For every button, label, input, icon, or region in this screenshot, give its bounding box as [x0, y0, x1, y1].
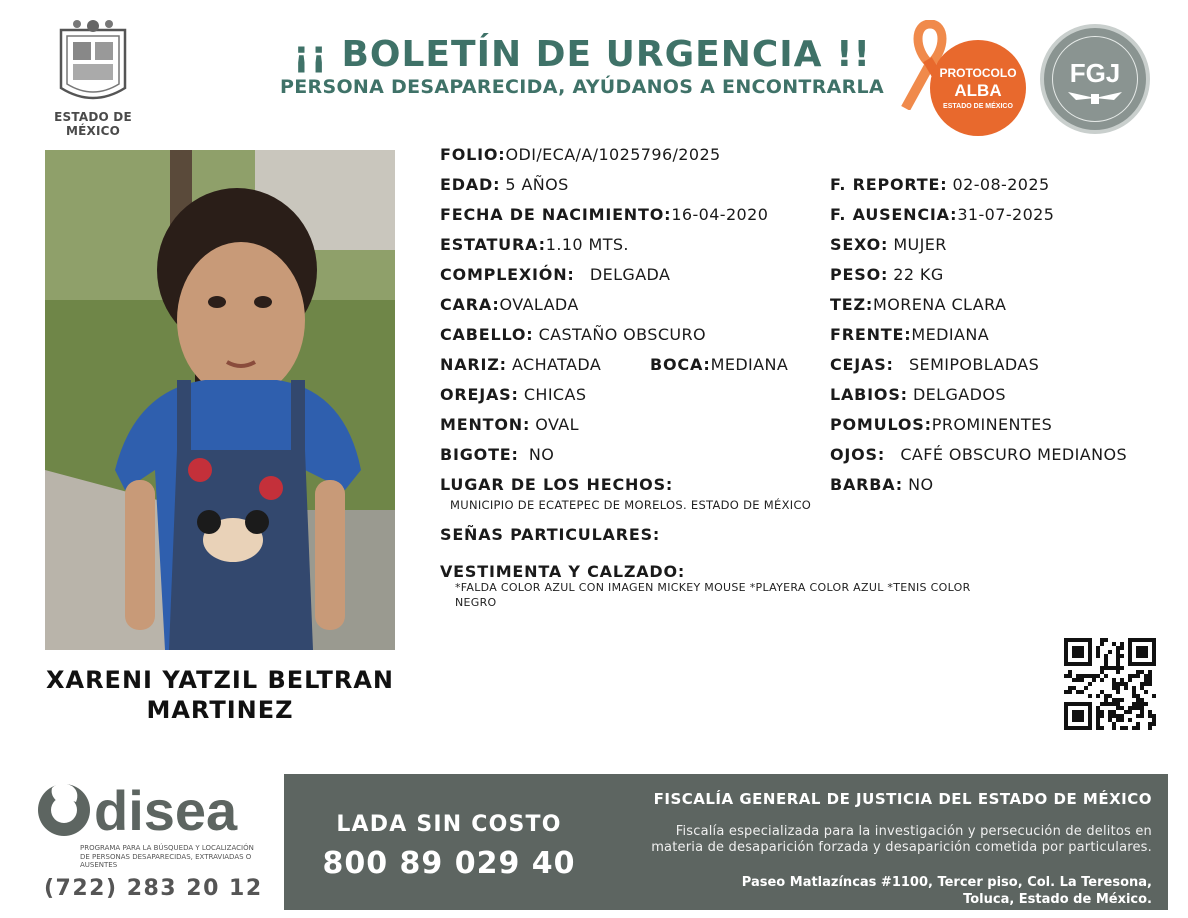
field-f-reporte: F. REPORTE: 02-08-2025 [830, 175, 1050, 194]
field-sexo: SEXO: MUJER [830, 235, 947, 254]
field-vestimenta-line-1: *FALDA COLOR AZUL CON IMAGEN MICKEY MOUSE *PLAYERA COLOR AZUL *TENIS COLOR [455, 581, 971, 594]
field-orejas: OREJAS: CHICAS [440, 385, 587, 404]
fgj-label: FGJ [1069, 58, 1121, 88]
field-ojos: OJOS: CAFÉ OBSCURO MEDIANOS [830, 445, 1128, 464]
lada-label: LADA SIN COSTO [336, 812, 562, 837]
wings-icon [1066, 90, 1124, 106]
field-bigote: BIGOTE: NO [440, 445, 555, 464]
field-lugar-label: LUGAR DE LOS HECHOS: [440, 475, 674, 494]
field-senas: SEÑAS PARTICULARES: [440, 525, 661, 544]
field-complexion: COMPLEXIÓN: DELGADA [440, 265, 671, 284]
field-estatura: ESTATURA:1.10 MTS. [440, 235, 629, 254]
person-name: XARENI YATZIL BELTRAN MARTINEZ [46, 666, 394, 724]
field-frente: FRENTE:MEDIANA [830, 325, 990, 344]
field-lugar-value: MUNICIPIO DE ECATEPEC DE MORELOS. ESTADO DE MÉXICO [450, 498, 812, 512]
field-barba: BARBA: NO [830, 475, 934, 494]
fiscalia-title: FISCALÍA GENERAL DE JUSTICIA DEL ESTADO DE MÉXICO [653, 790, 1152, 808]
field-boca: BOCA:MEDIANA [650, 355, 789, 374]
field-edad: EDAD: 5 AÑOS [440, 175, 569, 194]
field-folio: FOLIO:ODI/ECA/A/1025796/2025 [440, 145, 721, 164]
fiscalia-address: Paseo Matlazíncas #1100, Tercer piso, Col. La Teresona, Toluca, Estado de México. [741, 875, 1152, 907]
alba-line-2: ALBA [954, 81, 1002, 100]
field-vestimenta-line-2: NEGRO [455, 596, 497, 609]
field-f-ausencia: F. AUSENCIA:31-07-2025 [830, 205, 1055, 224]
alba-line-3: ESTADO DE MÉXICO [943, 103, 1013, 110]
field-cara: CARA:OVALADA [440, 295, 579, 314]
odisea-description: PROGRAMA PARA LA BÚSQUEDA Y LOCALIZACIÓN DE PERSONAS DESAPARECIDAS, EXTRAVIADAS O AUSENTES [80, 844, 254, 869]
field-peso: PESO: 22 KG [830, 265, 944, 284]
coat-of-arms-icon [55, 18, 131, 104]
field-nariz: NARIZ: ACHATADA [440, 355, 602, 374]
fiscalia-description: Fiscalía especializada para la investigación y persecución de delitos en materia de desaparición forzada y desaparición cometida por particulares. [651, 824, 1152, 855]
fgj-seal [1040, 24, 1150, 134]
footer-bar [284, 774, 1168, 910]
state-label: ESTADO DE MÉXICO [54, 110, 132, 138]
missing-person-photo [45, 150, 395, 650]
qr-code [1064, 638, 1156, 730]
protocolo-alba-logo [900, 20, 1030, 135]
field-cabello: CABELLO: CASTAÑO OBSCURO [440, 325, 707, 344]
field-labios: LABIOS: DELGADOS [830, 385, 1006, 404]
odisea-phone: (722) 283 20 12 [44, 876, 263, 901]
field-fecha-nacimiento: FECHA DE NACIMIENTO:16-04-2020 [440, 205, 769, 224]
field-tez: TEZ:MORENA CLARA [830, 295, 1007, 314]
bulletin-subtitle: PERSONA DESAPARECIDA, AYÚDANOS A ENCONTRARLA [280, 76, 884, 98]
field-menton: MENTON: OVAL [440, 415, 579, 434]
field-vestimenta-label: VESTIMENTA Y CALZADO: [440, 562, 686, 581]
odisea-pin-icon [36, 780, 276, 840]
field-pomulos: POMULOS:PROMINENTES [830, 415, 1053, 434]
field-cejas: CEJAS: SEMIPOBLADAS [830, 355, 1040, 374]
odisea-wordmark: disea [94, 780, 238, 840]
lada-number: 800 89 029 40 [322, 846, 576, 881]
bulletin-title: ¡¡ BOLETÍN DE URGENCIA !! [293, 34, 871, 75]
alba-line-1: PROTOCOLO [939, 66, 1017, 80]
estado-de-mexico-logo [28, 18, 158, 138]
